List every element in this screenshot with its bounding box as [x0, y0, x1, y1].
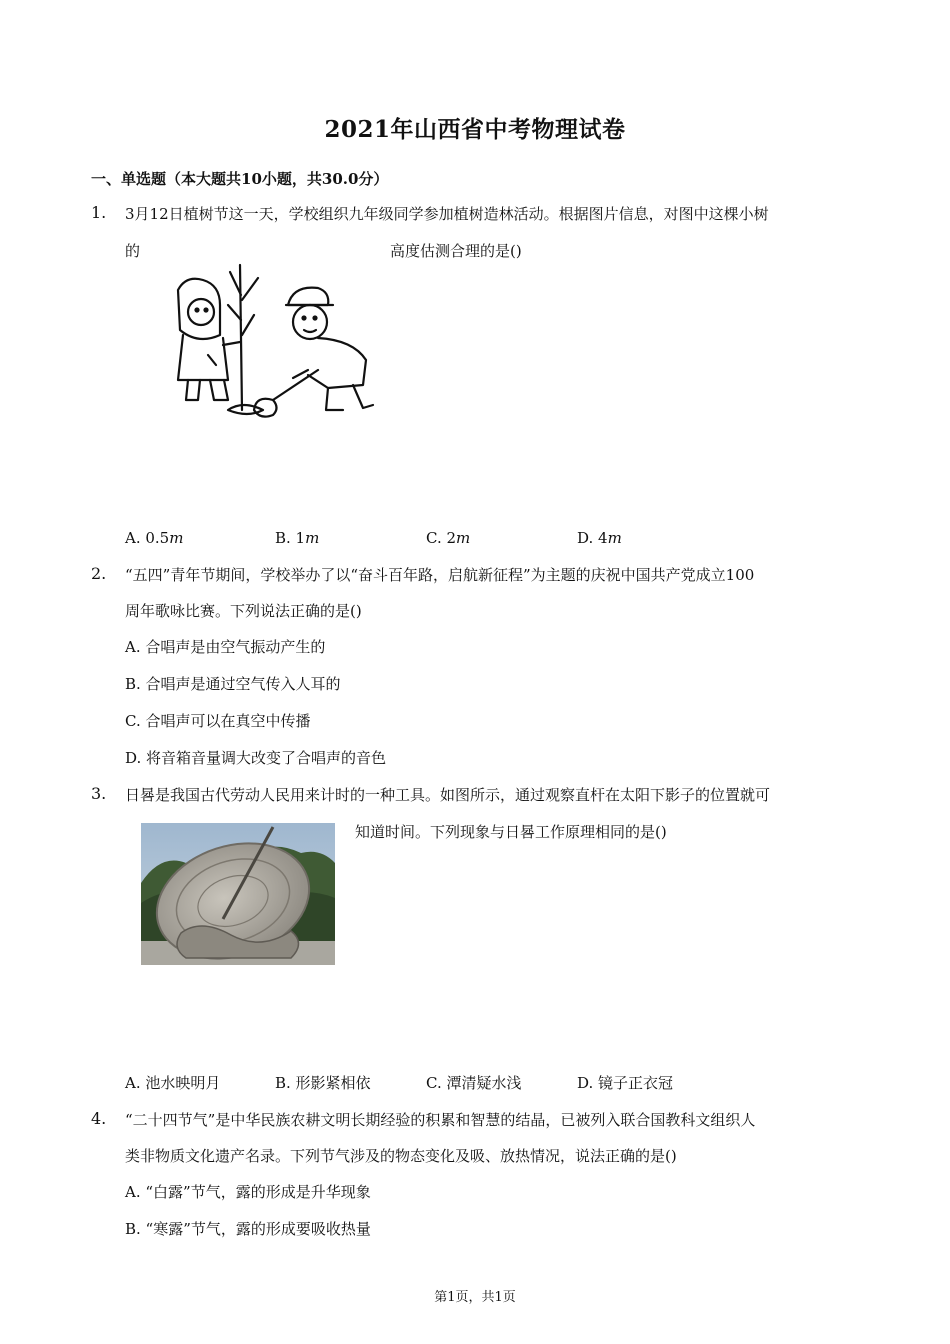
question-3-option-d: D. 镜子正衣冠: [577, 1074, 674, 1092]
question-3-option-a: A. 池水映明月: [125, 1074, 221, 1092]
question-3-text-line1: 日晷是我国古代劳动人民用来计时的一种工具。如图所示，通过观察直杆在太阳下影子的位置就可: [125, 786, 771, 804]
question-1-option-a: A. 0.5𝑚: [125, 529, 184, 547]
question-2-option-d: D. 将音箱音量调大改变了合唱声的音色: [125, 749, 387, 767]
question-4-option-b: B. “寒露”节气，露的形成要吸收热量: [125, 1220, 371, 1238]
question-1-text-line2a: 的: [125, 242, 141, 260]
question-2-option-a: A. 合唱声是由空气振动产生的: [125, 638, 326, 656]
question-4-option-a: A. “白露”节气，露的形成是升华现象: [125, 1183, 371, 1201]
question-1-text-line1: 3月12日植树节这一天，学校组织九年级同学参加植树造林活动。根据图片信息，对图中这棵小树: [125, 205, 769, 223]
question-4-text-line1: “二十四节气”是中华民族农耕文明长期经验的积累和智慧的结晶，已被列入联合国教科文组织人: [125, 1111, 756, 1129]
page-title: 2021年山西省中考物理试卷: [324, 116, 626, 143]
question-2-text-line2: 周年歌咏比赛。下列说法正确的是(): [125, 602, 362, 620]
question-3-option-c: C. 潭清疑水浅: [426, 1074, 522, 1092]
question-3-number: 3.: [91, 784, 107, 803]
question-1-text-line2b: 高度估测合理的是(): [390, 242, 522, 260]
question-2-text-line1: “五四”青年节期间，学校举办了以“奋斗百年路，启航新征程”为主题的庆祝中国共产党成立100: [125, 566, 755, 584]
question-1-number: 1.: [91, 203, 107, 222]
page-footer: 第1页，共1页: [434, 1290, 516, 1305]
question-3-option-b: B. 形影紧相依: [275, 1074, 371, 1092]
question-2-number: 2.: [91, 564, 107, 583]
question-1-option-d: D. 4𝑚: [577, 529, 622, 547]
sundial-photo: [141, 823, 335, 965]
question-1-option-b: B. 1𝑚: [275, 529, 320, 547]
question-4-number: 4.: [91, 1109, 107, 1128]
question-4-text-line2: 类非物质文化遗产名录。下列节气涉及的物态变化及吸、放热情况，说法正确的是(): [125, 1147, 677, 1165]
question-1-option-c: C. 2𝑚: [426, 529, 471, 547]
tree-planting-illustration: [168, 260, 378, 425]
question-2-option-b: B. 合唱声是通过空气传入人耳的: [125, 675, 341, 693]
section-heading: 一、单选题（本大题共10小题，共30.0分）: [91, 170, 389, 188]
question-3-text-line2: 知道时间。下列现象与日晷工作原理相同的是(): [355, 823, 667, 841]
question-2-option-c: C. 合唱声可以在真空中传播: [125, 712, 311, 730]
